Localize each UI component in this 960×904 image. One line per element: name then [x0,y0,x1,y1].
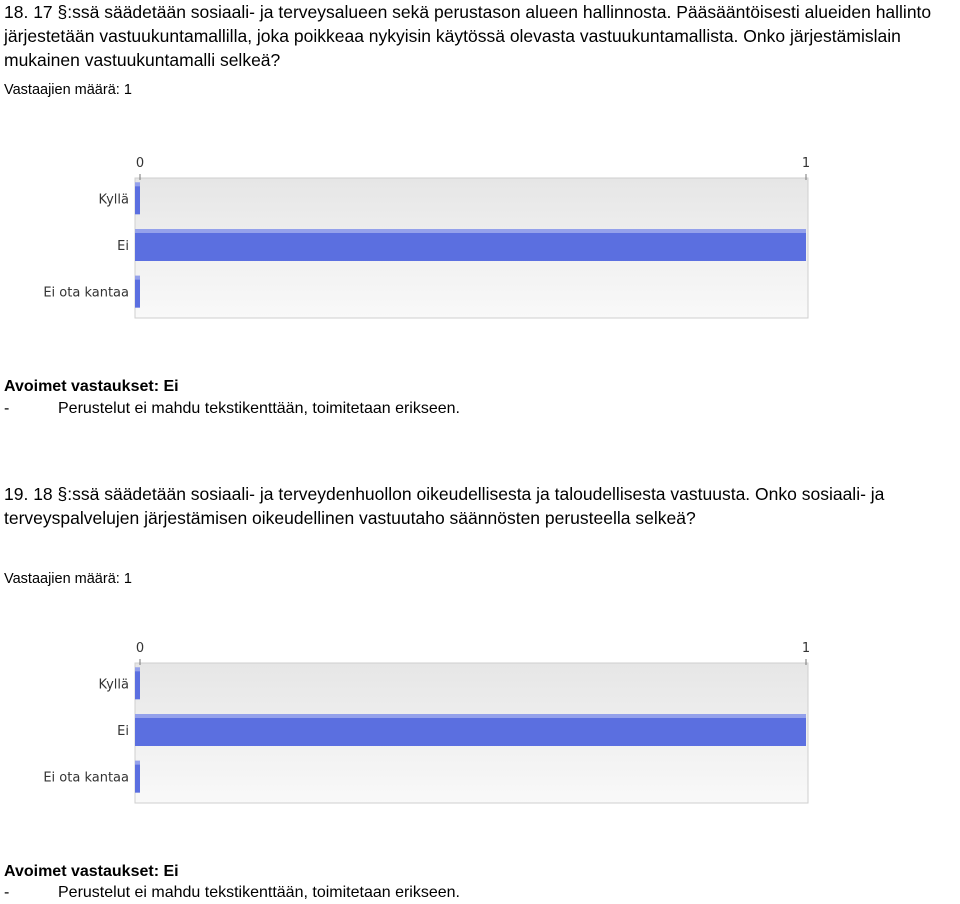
bar [135,182,140,214]
category-label: Ei ota kantaa [43,285,129,301]
category-label: Ei [117,724,129,739]
bar-highlight [135,276,140,280]
open-answer-item [4,399,460,419]
chart-svg [30,150,820,330]
open-answers-title: Avoimet vastaukset: Ei [4,378,179,395]
category-label: Kyllä [98,677,129,693]
question-title: 18. 17 §:ssä säädetään sosiaali- ja terveysalueen sekä perustason alueen hallinnosta. Pääsääntöisesti alueiden hallinto järjestetään vastuukuntamallilla, joka poikkeaa nykyisin käytössä olevasta vastuukuntamallista. Onko järjestämislain mukainen vastuukuntamalli selkeä? [4,2,932,70]
chart-svg [30,635,820,815]
list-dash: - [4,884,10,901]
bar [135,761,140,793]
bar-highlight [135,714,806,718]
category-label: Ei [117,239,129,254]
bar-highlight [135,229,806,233]
bar-chart-q18 [30,150,820,330]
respondent-count: Vastaajien määrä: 1 [4,571,132,587]
category-label: Ei ota kantaa [43,770,129,786]
open-answer-text: Perustelut ei mahdu tekstikenttään, toimitetaan erikseen. [58,884,460,901]
x-tick-label: 1 [801,156,811,171]
bar [135,714,806,746]
bar [135,229,806,261]
bar-highlight [135,761,140,765]
open-answer-item [4,883,460,903]
list-dash: - [4,400,10,417]
open-answer-text: Perustelut ei mahdu tekstikenttään, toimitetaan erikseen. [58,400,460,417]
bar [135,667,140,699]
x-tick-label: 1 [801,641,811,656]
category-label: Kyllä [98,192,129,208]
x-tick-label: 0 [135,641,145,656]
bar-chart-q19 [30,635,820,815]
bar-highlight [135,667,140,671]
question-title: 19. 18 §:ssä säädetään sosiaali- ja terveydenhuollon oikeudellisesta ja taloudellisesta vastuusta. Onko sosiaali- ja terveyspalvelujen järjestämisen oikeudellinen vastuutaho säännösten perusteella selkeä? [4,484,885,528]
open-answers-title: Avoimet vastaukset: Ei [4,863,179,880]
x-tick-label: 0 [135,156,145,171]
respondent-count: Vastaajien määrä: 1 [4,82,132,98]
bar-highlight [135,182,140,186]
bar [135,276,140,308]
